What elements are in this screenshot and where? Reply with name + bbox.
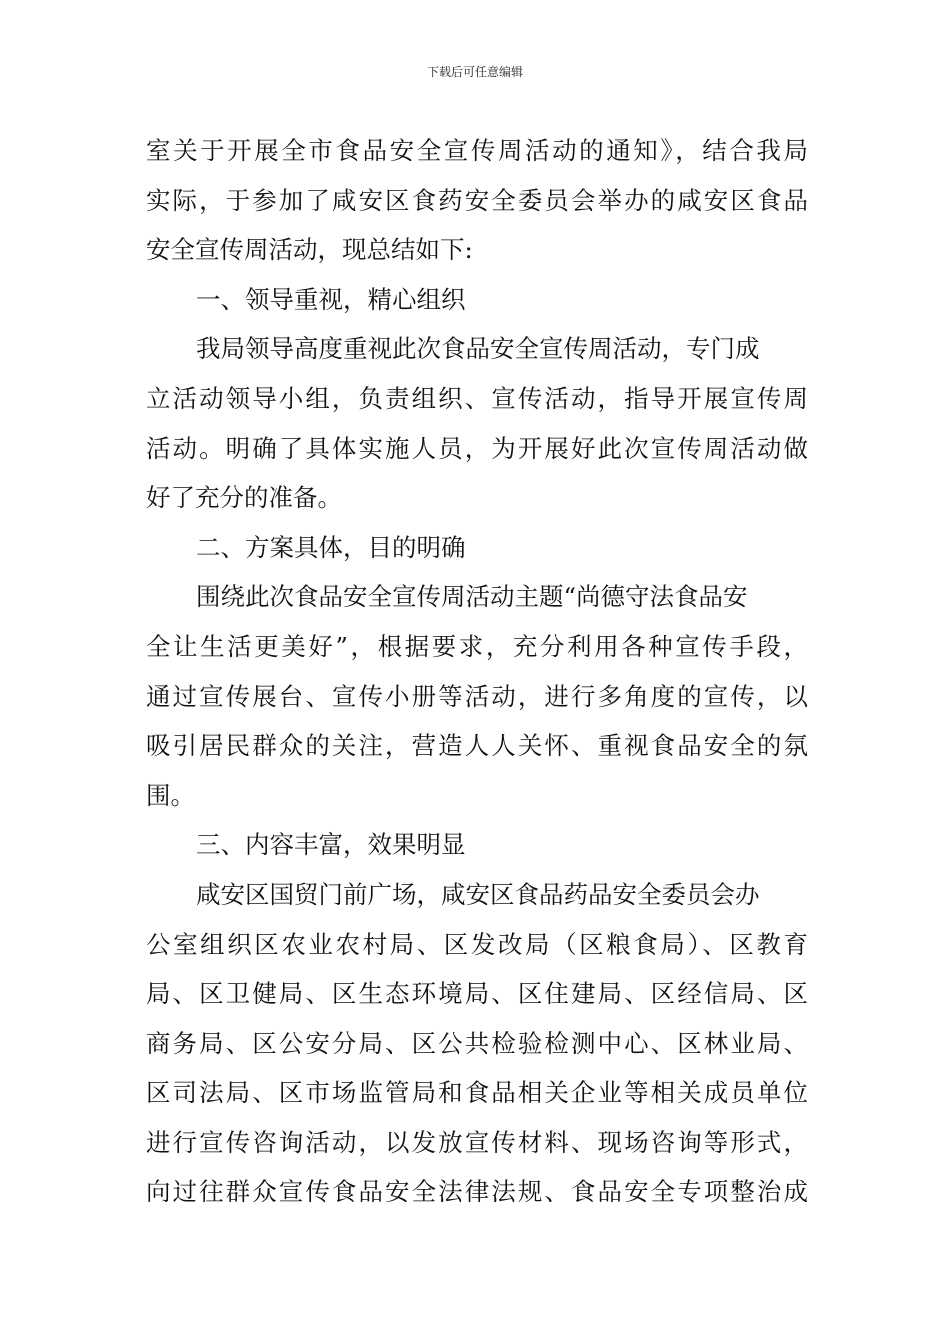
- text-line: 围。: [146, 780, 195, 810]
- text-line: 立活动领导小组，负责组织、宣传活动，指导开展宣传周: [146, 383, 808, 413]
- text-line: 安全宣传周活动，现总结如下:: [146, 235, 473, 265]
- page-header: 下载后可任意编辑: [426, 65, 523, 79]
- text-line: 局、区卫健局、区生态环境局、区住建局、区经信局、区: [146, 979, 808, 1009]
- section-heading: 一、领导重视，精心组织: [196, 284, 466, 314]
- text-line: 通过宣传展台、宣传小册等活动，进行多角度的宣传，以: [146, 681, 808, 711]
- text-line: 商务局、区公安分局、区公共检验检测中心、区林业局、: [146, 1028, 808, 1058]
- text-line: 我局领导高度重视此次食品安全宣传周活动，专门成: [196, 334, 760, 364]
- text-line: 好了充分的准备。: [146, 483, 342, 513]
- text-line: 进行宣传咨询活动，以发放宣传材料、现场咨询等形式，: [146, 1127, 808, 1157]
- text-line: 区司法局、区市场监管局和食品相关企业等相关成员单位: [146, 1078, 808, 1108]
- text-line: 实际，于参加了咸安区食药安全委员会举办的咸安区食品: [146, 185, 808, 215]
- text-line: 围绕此次食品安全宣传周活动主题“尚德守法食品安: [196, 582, 748, 612]
- text-line: 公室组织区农业农村局、区发改局（区粮食局）、区教育: [146, 929, 808, 959]
- text-line: 向过往群众宣传食品安全法律法规、食品安全专项整治成: [146, 1177, 808, 1207]
- text-line: 活动。明确了具体实施人员，为开展好此次宣传周活动做: [146, 433, 808, 463]
- text-line: 吸引居民群众的关注，营造人人关怀、重视食品安全的氛: [146, 731, 808, 761]
- document-body: [146, 126, 808, 1217]
- text-line: 室关于开展全市食品安全宣传周活动的通知》，结合我局: [146, 136, 808, 165]
- section-heading: 三、内容丰富，效果明显: [196, 830, 466, 860]
- section-heading: 二、方案具体，目的明确: [196, 532, 466, 562]
- text-line: 咸安区国贸门前广场，咸安区食品药品安全委员会办: [196, 879, 760, 909]
- text-line: 全让生活更美好”，根据要求，充分利用各种宣传手段，: [146, 631, 808, 661]
